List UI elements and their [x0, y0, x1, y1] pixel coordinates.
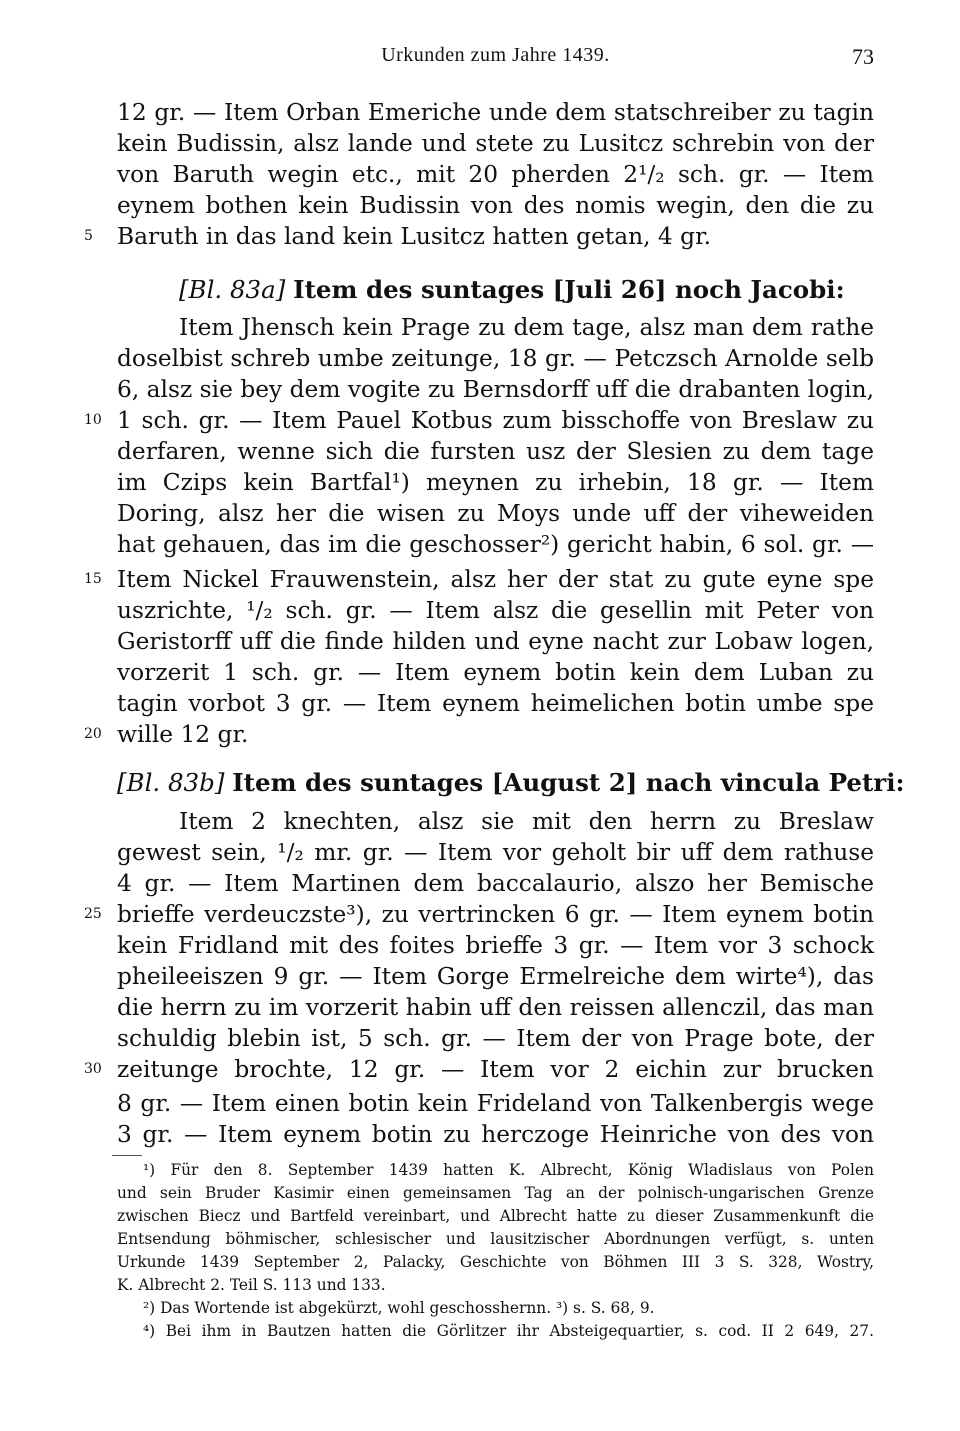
footnote-line: ²) Das Wortende ist abgekürzt, wohl geschosshernn. ³) s. S. 68, 9. [143, 1299, 655, 1317]
text-line: vorzerit 1 sch. gr. — Item eynem botin kein dem Luban zu [117, 659, 874, 686]
margin-line-number: 30 [84, 1061, 102, 1077]
text-line: uszrichte, ¹/₂ sch. gr. — Item alsz die gesellin mit Peter von [117, 597, 874, 624]
section-title: Item des suntages [August 2] nach vincula Petri: [232, 768, 905, 797]
footnote-line: ⁴) Bei ihm in Bautzen hatten die Görlitzer ihr Absteigequartier, s. cod. II 2 649, 27. [143, 1322, 874, 1340]
text-line: gewest sein, ¹/₂ mr. gr. — Item vor geholt bir uff dem rathuse [117, 839, 874, 866]
text-line: Item 2 knechten, alsz sie mit den herrn zu Breslaw [179, 808, 874, 835]
text-line: wille 12 gr. [117, 721, 249, 748]
footnote-line: zwischen Biecz und Bartfeld vereinbart, und Albrecht hatte zu dieser Zusammenkunft die [117, 1207, 874, 1225]
footnote-line: Urkunde 1439 September 2, Palacky, Geschichte von Böhmen III 3 S. 328, Wostry, [117, 1253, 874, 1271]
margin-line-number: 25 [84, 906, 102, 922]
text-line: 8 gr. — Item einen botin kein Frideland von Talkenbergis wege [117, 1090, 874, 1117]
text-line: Doring, alsz her die wisen zu Moys unde uff der viheweiden [117, 500, 874, 527]
footnote-line: und sein Bruder Kasimir einen gemeinsamen Tag an der polnisch-ungarischen Grenze [117, 1184, 874, 1202]
text-line: 4 gr. — Item Martinen dem baccalaurio, alszo her Bemische [117, 870, 874, 897]
text-line: zeitunge brochte, 12 gr. — Item vor 2 eichin zur brucken [117, 1056, 874, 1083]
text-line: doselbist schreb umbe zeitunge, 18 gr. — Petczsch Arnolde selb [117, 345, 874, 372]
running-title: Urkunden zum Jahre 1439. [381, 44, 610, 66]
margin-line-number: 10 [84, 412, 102, 428]
text-line: eynem bothen kein Budissin von des nomis wegin, den die zu [117, 192, 874, 219]
text-line: im Czips kein Bartfal¹) meynen zu irhebin, 18 gr. — Item [117, 469, 874, 496]
text-line: kein Budissin, alsz lande und stete zu Lusitcz schrebin von der [117, 130, 874, 157]
text-line: brieffe verdeuczste³), zu vertrincken 6 gr. — Item eynem botin [117, 901, 874, 928]
footnote-line: ¹) Für den 8. September 1439 hatten K. Albrecht, König Wladislaus von Polen [143, 1161, 874, 1179]
footnote-line: K. Albrecht 2. Teil S. 113 und 133. [117, 1276, 386, 1294]
section-title: Item des suntages [Juli 26] noch Jacobi: [293, 275, 845, 304]
text-line: 1 sch. gr. — Item Pauel Kotbus zum bisschoffe von Breslaw zu [117, 407, 874, 434]
text-line: die herrn zu im vorzerit habin uff den reissen allenczil, das man [117, 994, 874, 1021]
margin-line-number: 20 [84, 726, 102, 742]
text-line: 3 gr. — Item eynem botin zu herczoge Heinriche von des von [117, 1121, 874, 1148]
margin-line-number: 5 [84, 228, 93, 244]
text-line: Item Jhensch kein Prage zu dem tage, alsz man dem rathe [179, 314, 874, 341]
running-header [117, 44, 874, 76]
footnote-rule [112, 1155, 142, 1156]
footnote-line: Entsendung böhmischer, schlesischer und lausitzischer Abordnungen verfügt, s. unten [117, 1230, 874, 1248]
text-line: hat gehauen, das im die geschosser²) gericht habin, 6 sol. gr. — [117, 531, 874, 558]
text-line: tagin vorbot 3 gr. — Item eynem heimelichen botin umbe spe [117, 690, 874, 717]
text-line: kein Fridland mit des foites brieffe 3 gr. — Item vor 3 schock [117, 932, 874, 959]
folio-reference: [Bl. 83b] [117, 768, 225, 797]
text-line: Item Nickel Frauwenstein, alsz her der stat zu gute eyne spe [117, 566, 874, 593]
text-line: 12 gr. — Item Orban Emeriche unde dem statschreiber zu tagin [117, 99, 874, 126]
text-line: von Baruth wegin etc., mit 20 pherden 2¹/₂ sch. gr. — Item [117, 161, 874, 188]
margin-line-number: 15 [84, 571, 102, 587]
folio-reference: [Bl. 83a] [179, 275, 286, 304]
text-line: 6, alsz sie bey dem vogite zu Bernsdorff uff die drabanten login, [117, 376, 874, 403]
section-heading [179, 273, 874, 307]
text-line: derfaren, wenne sich die fursten usz der Slesien zu dem tage [117, 438, 874, 465]
text-line: Baruth in das land kein Lusitcz hatten getan, 4 gr. [117, 223, 712, 250]
section-heading [117, 766, 905, 800]
text-line: Geristorff uff die finde hilden und eyne nacht zur Lobaw logen, [117, 628, 874, 655]
text-line: pheileeiszen 9 gr. — Item Gorge Ermelreiche dem wirte⁴), das [117, 963, 874, 990]
page-number: 73 [852, 44, 874, 69]
text-line: schuldig blebin ist, 5 sch. gr. — Item der von Prage bote, der [117, 1025, 874, 1052]
